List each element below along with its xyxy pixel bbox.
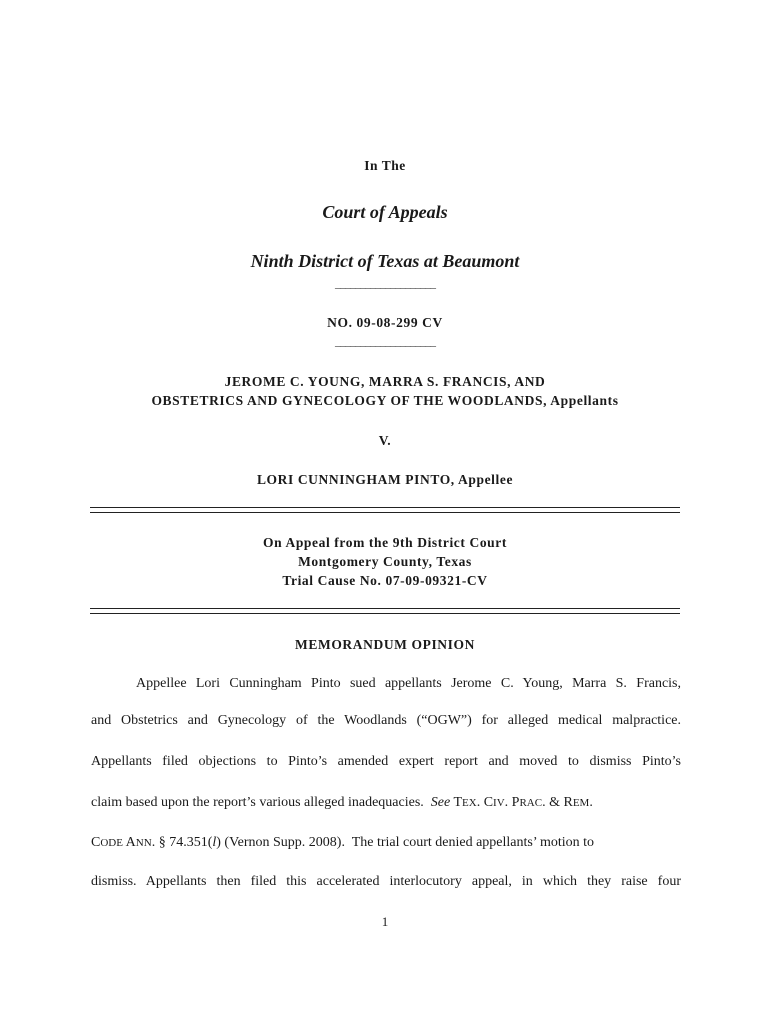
cite-part: IV (493, 797, 505, 809)
cite-part: . & R (542, 795, 573, 810)
cite-part: EM (572, 797, 590, 809)
appeal-from-line: On Appeal from the 9th District Court (263, 535, 507, 550)
cite-part: C (91, 835, 101, 850)
opinion-line-5 (91, 835, 681, 851)
court-name: Court of Appeals (322, 202, 448, 222)
appellants-line-2: OBSTETRICS AND GYNECOLOGY OF THE WOODLANDS, Appellants (151, 393, 619, 408)
opinion-line-4 (91, 795, 681, 811)
appellants-line-1: JEROME C. YOUNG, MARRA S. FRANCIS, AND (224, 374, 546, 389)
county-line: Montgomery County, Texas (298, 554, 472, 569)
cite-part: . P (504, 795, 520, 810)
cite-part: RAC (519, 797, 543, 809)
opinion-line-4-text: claim based upon the report’s various alleged inadequacies. (91, 795, 431, 810)
cite-part: . § 74.351( (151, 835, 213, 850)
case-number: NO. 09-08-299 CV (327, 315, 443, 330)
double-rule-top (90, 507, 680, 513)
in-the-label: In The (364, 158, 406, 173)
opinion-line-1: Appellee Lori Cunningham Pinto sued appellants Jerome C. Young, Marra S. Francis, (136, 676, 681, 691)
see-signal: See (430, 795, 451, 810)
cite-part: EX (462, 797, 477, 809)
divider-dashes-bottom: ____________________ (335, 334, 435, 348)
cite-part: l (212, 835, 217, 850)
versus-label: V. (378, 433, 392, 448)
trial-cause-line: Trial Cause No. 07-09-09321-CV (282, 573, 488, 588)
page-number: 1 (381, 914, 389, 929)
opinion-line-3: Appellants filed objections to Pinto’s amended expert report and moved to dismiss Pinto’s (91, 754, 681, 769)
cite-part: ODE (100, 837, 123, 849)
appellee-line: LORI CUNNINGHAM PINTO, Appellee (256, 472, 514, 487)
cite-part: . (589, 795, 593, 810)
opinion-heading: MEMORANDUM OPINION (295, 637, 475, 652)
cite-part: NN (135, 837, 152, 849)
cite-part: A (122, 835, 136, 850)
opinion-line-5-text: ) (Vernon Supp. 2008). The trial court denied appellants’ motion to (216, 835, 595, 850)
cite-part: . C (476, 795, 494, 810)
opinion-line-6: dismiss. Appellants then filed this accelerated interlocutory appeal, in which they raise four (91, 874, 681, 889)
district-name: Ninth District of Texas at Beaumont (250, 251, 520, 271)
double-rule-bottom (90, 608, 680, 614)
opinion-line-2: and Obstetrics and Gynecology of the Woodlands (“OGW”) for alleged medical malpractice. (91, 713, 681, 728)
cite-part: T (450, 795, 463, 810)
divider-dashes-top: ____________________ (335, 276, 435, 290)
